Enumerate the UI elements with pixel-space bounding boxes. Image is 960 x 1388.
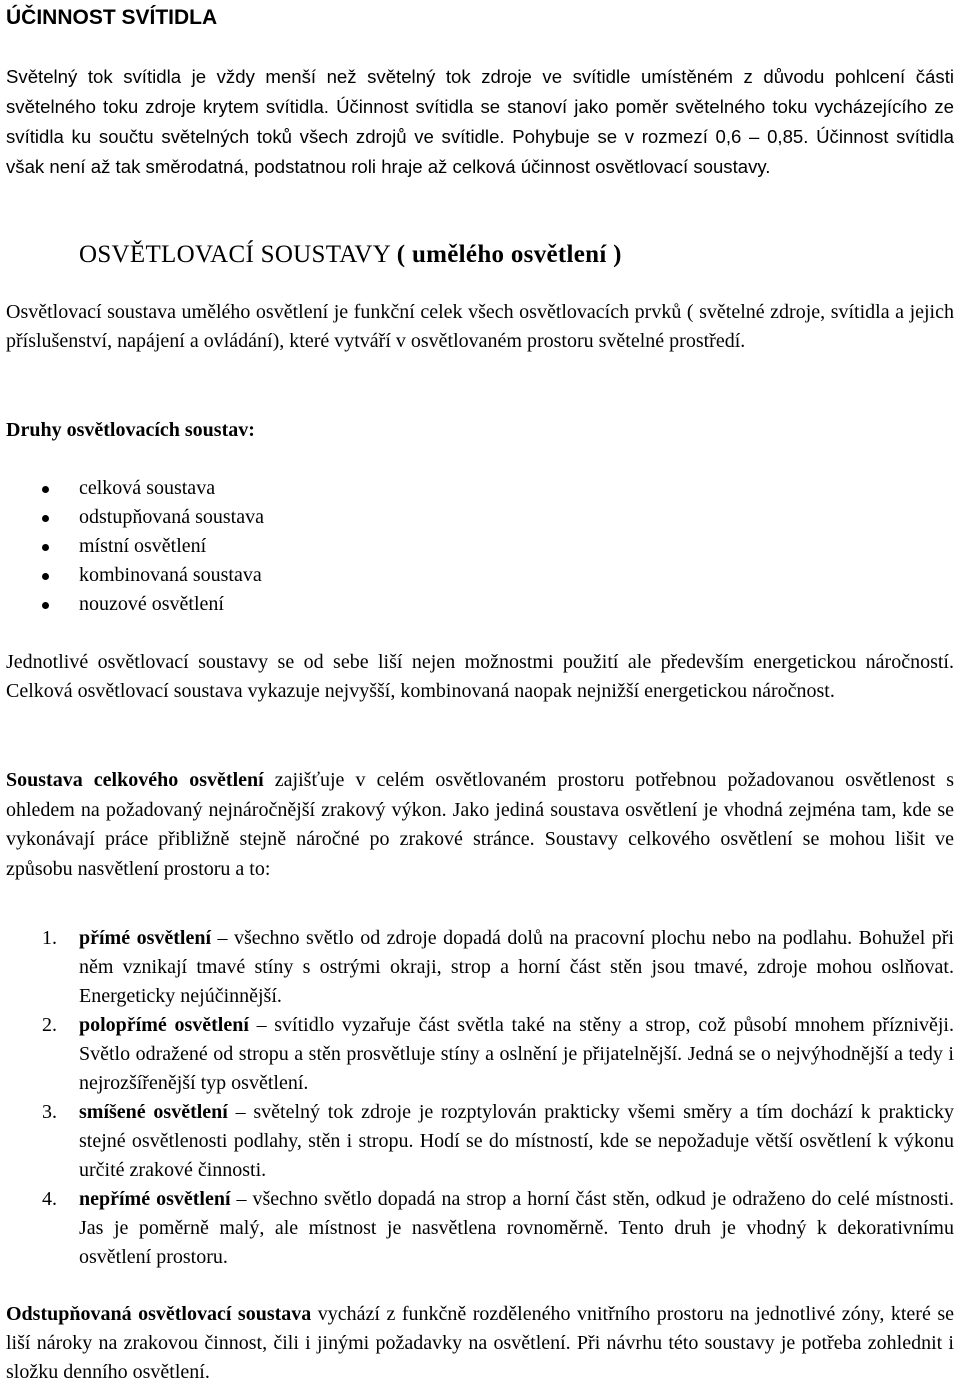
bullet-icon: [42, 515, 49, 522]
system-types-list: [6, 474, 264, 619]
title-main: OSVĚTLOVACÍ SOUSTAVY: [79, 241, 391, 268]
list-item: kombinovaná soustava: [6, 561, 264, 590]
section-title-lighting-systems: [79, 238, 622, 272]
paragraph-general-lighting: Soustava celkového osvětlení zajišťuje v celém osvětlovaném prostoru potřebnou požadovanou osvětlenost s ohledem na požadovaný nejnáročnější zrakový výkon. Jako jediná soustava osvětlení je vhodná zejména tam, kde se vykonávají práce přibližně stejně náročné po zrakové stránce. Soustavy celkového osvětlení se mohou lišit ve způsobu nasvětlení prostoru a to:: [6, 769, 954, 880]
term: smíšené osvětlení: [79, 1101, 228, 1123]
bullet-icon: [42, 486, 49, 493]
list-item: 3. smíšené osvětlení – světelný tok zdroje je rozptylován prakticky všemi směry a tím dochází k prakticky stejné osvětlenosti podlahy, stěn i stropu. Hodí se do místností, kde se nepožaduje větší osvětlení k výkonu určité zrakové činnosti.: [6, 1098, 954, 1185]
lighting-modes-list: [6, 924, 954, 1272]
list-item: 2. polopřímé osvětlení – svítidlo vyzařuje část světla také na stěny a strop, což působí mnohem příznivěji. Světlo odražené od stropu a stěn prosvětluje stíny a oslnění je přijatelnější. Jedná se o nejvýhodnější a tedy i nejrozšířenější typ osvětlení.: [6, 1011, 954, 1098]
item-number: 1.: [42, 927, 57, 949]
title-paren: ( umělého osvětlení ): [396, 241, 622, 268]
list-item: místní osvětlení: [6, 532, 264, 561]
list-item: 1. přímé osvětlení – všechno světlo od zdroje dopadá dolů na pracovní plochu nebo na podlahu. Bohužel při něm vznikají tmavé stíny s ostrými okraji, strop a horní část stěn jsou tmavé, zdroje mohou oslňovat. Energeticky nejúčinnější.: [6, 924, 954, 1011]
item-number: 4.: [42, 1188, 57, 1210]
item-number: 2.: [42, 1014, 57, 1036]
bullet-icon: [42, 544, 49, 551]
list-item: celková soustava: [6, 474, 264, 503]
bullet-icon: [42, 573, 49, 580]
paragraph-energy-demand: Jednotlivé osvětlovací soustavy se od sebe liší nejen možnostmi použití ale především energetickou náročností. Celková osvětlovací soustava vykazuje nejvyšší, kombinovaná naopak nejnižší energetickou náročnost.: [6, 651, 954, 702]
list-item: 4. nepřímé osvětlení – všechno světlo dopadá na strop a horní část stěn, odkud je odraženo do celé místnosti. Jas je poměrně malý, ale místnost je nasvětlena rovnoměrně. Tento druh je vhodný k dekorativnímu osvětlení prostoru.: [6, 1185, 954, 1272]
item-number: 3.: [42, 1101, 57, 1123]
list-item: odstupňovaná soustava: [6, 503, 264, 532]
term-graded-lighting: Odstupňovaná osvětlovací soustava: [6, 1303, 312, 1325]
paragraph-lighting-system-definition: Osvětlovací soustava umělého osvětlení je funkční celek všech osvětlovacích prvků ( světelné zdroje, svítidla a jejich příslušenství, napájení a ovládání), které vytváří v osvětlovaném prostoru světelné prostředí.: [6, 301, 954, 352]
term: přímé osvětlení: [79, 927, 211, 949]
section-title-lamp-efficiency: ÚČINNOST SVÍTIDLA: [6, 6, 218, 29]
list-item: nouzové osvětlení: [6, 590, 264, 619]
term: nepřímé osvětlení: [79, 1188, 231, 1210]
bullet-icon: [42, 602, 49, 609]
term: polopřímé osvětlení: [79, 1014, 249, 1036]
paragraph-graded-lighting: Odstupňovaná osvětlovací soustava vychází z funkčně rozděleného vnitřního prostoru na jednotlivé zóny, které se liší nároky na zrakovou činnost, čili i jinými požadavky na osvětlení. Při návrhu této soustavy je potřeba zohlednit i složku denního osvětlení.: [6, 1303, 955, 1383]
paragraph-lamp-efficiency: Světelný tok svítidla je vždy menší než světelný tok zdroje ve svítidle umístěném z důvodu pohlcení části světelného toku zdroje krytem svítidla. Účinnost svítidla se stanoví jako poměr světelného toku vycházejícího ze svítidla ku součtu světelných toků všech zdrojů ve svítidle. Pohybuje se v rozmezí 0,6 – 0,85. Účinnost svítidla však není až tak směrodatná, podstatnou roli hraje až celková účinnost osvětlovací soustavy.: [6, 66, 954, 177]
term-general-lighting: Soustava celkového osvětlení: [6, 769, 264, 791]
heading-system-types: Druhy osvětlovacích soustav:: [6, 419, 255, 441]
